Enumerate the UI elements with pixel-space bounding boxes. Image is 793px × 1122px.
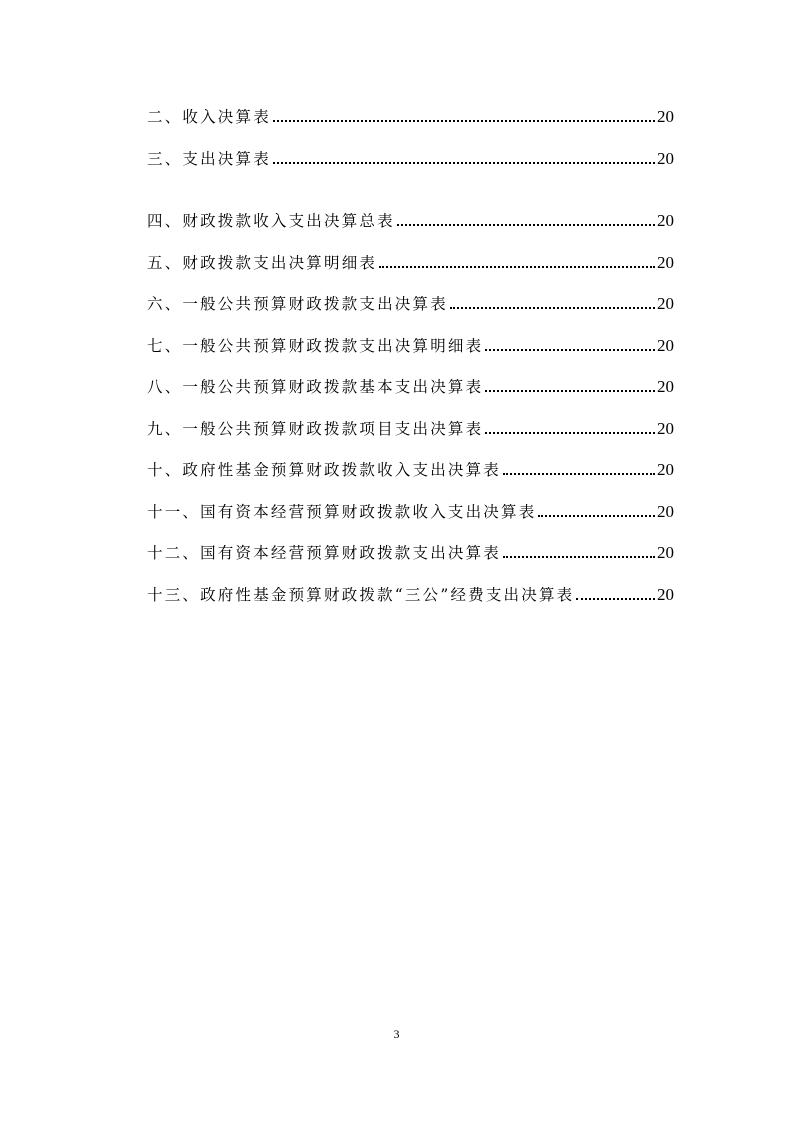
toc-dot-leader bbox=[485, 390, 655, 392]
toc-entry-page: 20 bbox=[657, 253, 674, 272]
toc-entry-page: 20 bbox=[657, 107, 674, 126]
toc-entry-label: 九、一般公共预算财政拨款项目支出决算表 bbox=[147, 420, 484, 438]
toc-entry-page: 20 bbox=[657, 419, 674, 438]
toc-dot-leader bbox=[538, 515, 655, 517]
toc-entry[interactable] bbox=[147, 292, 674, 316]
toc-dot-leader bbox=[485, 432, 655, 434]
toc-dot-leader bbox=[485, 349, 655, 351]
toc-entry-page: 20 bbox=[657, 585, 674, 604]
toc-entry-label: 四、财政拨款收入支出决算总表 bbox=[147, 212, 395, 230]
toc-dot-leader bbox=[379, 266, 655, 268]
toc-entry-page: 20 bbox=[657, 377, 674, 396]
toc-entry[interactable] bbox=[147, 417, 674, 441]
toc-entry[interactable] bbox=[147, 209, 674, 233]
toc-entry-page: 20 bbox=[657, 336, 674, 355]
toc-entry-label: 六、一般公共预算财政拨款支出决算表 bbox=[147, 295, 448, 313]
toc-entry[interactable] bbox=[147, 583, 674, 607]
toc-entry[interactable] bbox=[147, 458, 674, 482]
toc-entry[interactable] bbox=[147, 147, 674, 171]
toc-entry[interactable] bbox=[147, 500, 674, 524]
toc-entry-page: 20 bbox=[657, 543, 674, 562]
toc-entry[interactable] bbox=[147, 251, 674, 275]
toc-entry-label: 八、一般公共预算财政拨款基本支出决算表 bbox=[147, 378, 484, 396]
toc-entry-label: 十、政府性基金预算财政拨款收入支出决算表 bbox=[147, 461, 502, 479]
toc-dot-leader bbox=[503, 556, 655, 558]
toc-entry-page: 20 bbox=[657, 149, 674, 168]
toc-entry-page: 20 bbox=[657, 502, 674, 521]
toc-entry-page: 20 bbox=[657, 460, 674, 479]
toc-dot-leader bbox=[273, 120, 655, 122]
toc-dot-leader bbox=[576, 598, 655, 600]
toc-entry-label: 十一、国有资本经营预算财政拨款收入支出决算表 bbox=[147, 503, 537, 521]
toc-entry-label: 十二、国有资本经营预算财政拨款支出决算表 bbox=[147, 544, 502, 562]
toc-entry-label: 七、一般公共预算财政拨款支出决算明细表 bbox=[147, 337, 484, 355]
toc-entry[interactable] bbox=[147, 334, 674, 358]
toc-dot-leader bbox=[503, 473, 655, 475]
toc-entry-page: 20 bbox=[657, 211, 674, 230]
toc-entry-label: 三、支出决算表 bbox=[147, 150, 271, 168]
toc-entry[interactable] bbox=[147, 541, 674, 565]
toc-entry-label: 五、财政拨款支出决算明细表 bbox=[147, 254, 378, 272]
toc-entry-label: 二、收入决算表 bbox=[147, 108, 271, 126]
toc-dot-leader bbox=[450, 307, 655, 309]
toc-entry-page: 20 bbox=[657, 294, 674, 313]
toc-entry[interactable] bbox=[147, 375, 674, 399]
page-number: 3 bbox=[393, 1027, 400, 1041]
toc-dot-leader bbox=[397, 224, 655, 226]
toc-dot-leader bbox=[273, 162, 655, 164]
toc-entry[interactable] bbox=[147, 105, 674, 129]
toc-entry-label: 十三、政府性基金预算财政拨款“三公”经费支出决算表 bbox=[147, 586, 575, 604]
